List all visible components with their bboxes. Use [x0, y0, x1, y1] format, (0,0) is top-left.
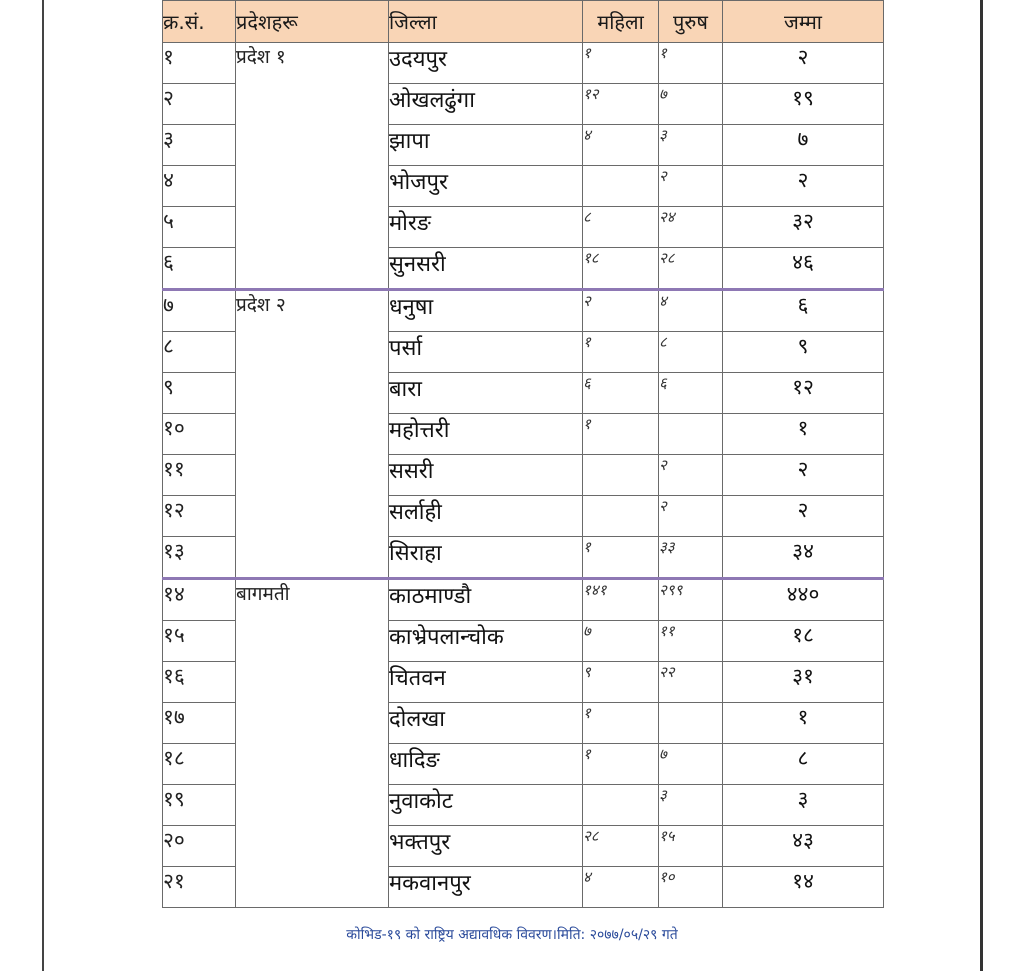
female-count-cell: [583, 496, 659, 537]
district-cell: पर्सा: [389, 332, 583, 373]
female-count-cell: १: [583, 744, 659, 785]
female-count-cell: २८: [583, 826, 659, 867]
serial-cell: १९: [163, 785, 236, 826]
serial-cell: ११: [163, 455, 236, 496]
district-cell: भक्तपुर: [389, 826, 583, 867]
male-count-cell: २४: [659, 207, 723, 248]
male-count-cell: २: [659, 455, 723, 496]
header-serial: क्र.सं.: [163, 1, 236, 43]
total-count-cell: २: [723, 43, 884, 84]
female-count-cell: १४१: [583, 579, 659, 621]
male-count-cell: [659, 414, 723, 455]
serial-cell: १: [163, 43, 236, 84]
header-female: महिला: [583, 1, 659, 43]
male-count-cell: ६: [659, 373, 723, 414]
province-cell: प्रदेश १: [236, 43, 389, 290]
male-count-cell: [659, 703, 723, 744]
total-count-cell: २: [723, 166, 884, 207]
male-count-cell: २: [659, 166, 723, 207]
district-cell: काभ्रेपलान्चोक: [389, 621, 583, 662]
serial-cell: ३: [163, 125, 236, 166]
table-body: [163, 43, 884, 908]
serial-cell: ८: [163, 332, 236, 373]
district-cell: ससरी: [389, 455, 583, 496]
male-count-cell: ३: [659, 125, 723, 166]
female-count-cell: ८: [583, 207, 659, 248]
male-count-cell: १०: [659, 867, 723, 908]
male-count-cell: १५: [659, 826, 723, 867]
female-count-cell: १२: [583, 84, 659, 125]
male-count-cell: ७: [659, 744, 723, 785]
district-cases-table: [162, 0, 884, 908]
header-district: जिल्ला: [389, 1, 583, 43]
serial-cell: २१: [163, 867, 236, 908]
serial-cell: ७: [163, 290, 236, 332]
total-count-cell: ४६: [723, 248, 884, 290]
male-count-cell: ८: [659, 332, 723, 373]
serial-cell: १४: [163, 579, 236, 621]
serial-cell: ६: [163, 248, 236, 290]
table-header-row: [163, 1, 884, 43]
female-count-cell: १८: [583, 248, 659, 290]
female-count-cell: [583, 455, 659, 496]
district-cell: महोत्तरी: [389, 414, 583, 455]
district-cell: मकवानपुर: [389, 867, 583, 908]
female-count-cell: १: [583, 537, 659, 579]
district-cell: झापा: [389, 125, 583, 166]
total-count-cell: ४४०: [723, 579, 884, 621]
male-count-cell: २९९: [659, 579, 723, 621]
serial-cell: १६: [163, 662, 236, 703]
table-row: [163, 290, 884, 332]
serial-cell: २: [163, 84, 236, 125]
province-cell: प्रदेश २: [236, 290, 389, 579]
district-cell: नुवाकोट: [389, 785, 583, 826]
female-count-cell: १: [583, 703, 659, 744]
total-count-cell: ९: [723, 332, 884, 373]
total-count-cell: ३२: [723, 207, 884, 248]
table-row: [163, 43, 884, 84]
total-count-cell: ८: [723, 744, 884, 785]
total-count-cell: ६: [723, 290, 884, 332]
male-count-cell: २: [659, 496, 723, 537]
district-cell: भोजपुर: [389, 166, 583, 207]
district-cell: धादिङ: [389, 744, 583, 785]
total-count-cell: १८: [723, 621, 884, 662]
district-cell: सर्लाही: [389, 496, 583, 537]
district-cell: काठमाण्डौ: [389, 579, 583, 621]
header-total: जम्मा: [723, 1, 884, 43]
total-count-cell: १: [723, 703, 884, 744]
province-cell: बागमती: [236, 579, 389, 908]
total-count-cell: ३४: [723, 537, 884, 579]
serial-cell: १८: [163, 744, 236, 785]
district-cell: उदयपुर: [389, 43, 583, 84]
district-cell: दोलखा: [389, 703, 583, 744]
female-count-cell: ६: [583, 373, 659, 414]
district-cell: धनुषा: [389, 290, 583, 332]
district-cell: मोरङ: [389, 207, 583, 248]
page-border-left: [42, 0, 44, 971]
serial-cell: ४: [163, 166, 236, 207]
female-count-cell: १: [583, 43, 659, 84]
total-count-cell: २: [723, 496, 884, 537]
serial-cell: १२: [163, 496, 236, 537]
male-count-cell: २८: [659, 248, 723, 290]
table-row: [163, 579, 884, 621]
footer-note-text: कोभिड-१९ को राष्ट्रिय अद्यावधिक विवरण।मिति: २०७७/०५/२९ गते: [346, 927, 678, 943]
male-count-cell: ४: [659, 290, 723, 332]
total-count-cell: १२: [723, 373, 884, 414]
district-cell: बारा: [389, 373, 583, 414]
district-cell: चितवन: [389, 662, 583, 703]
male-count-cell: १: [659, 43, 723, 84]
female-count-cell: [583, 785, 659, 826]
page-border-right: [980, 0, 983, 971]
total-count-cell: १: [723, 414, 884, 455]
total-count-cell: १९: [723, 84, 884, 125]
total-count-cell: ७: [723, 125, 884, 166]
header-male: पुरुष: [659, 1, 723, 43]
female-count-cell: [583, 166, 659, 207]
serial-cell: १७: [163, 703, 236, 744]
total-count-cell: १४: [723, 867, 884, 908]
total-count-cell: २: [723, 455, 884, 496]
header-province: प्रदेशहरू: [236, 1, 389, 43]
footer-note: [0, 925, 1024, 944]
total-count-cell: ३१: [723, 662, 884, 703]
male-count-cell: ७: [659, 84, 723, 125]
male-count-cell: ३: [659, 785, 723, 826]
female-count-cell: १: [583, 414, 659, 455]
male-count-cell: ३३: [659, 537, 723, 579]
female-count-cell: २: [583, 290, 659, 332]
total-count-cell: ४३: [723, 826, 884, 867]
male-count-cell: ११: [659, 621, 723, 662]
serial-cell: १०: [163, 414, 236, 455]
serial-cell: ९: [163, 373, 236, 414]
serial-cell: ५: [163, 207, 236, 248]
female-count-cell: ९: [583, 662, 659, 703]
male-count-cell: २२: [659, 662, 723, 703]
district-cell: ओखलढुंगा: [389, 84, 583, 125]
serial-cell: १३: [163, 537, 236, 579]
district-cell: सुनसरी: [389, 248, 583, 290]
serial-cell: १५: [163, 621, 236, 662]
serial-cell: २०: [163, 826, 236, 867]
female-count-cell: १: [583, 332, 659, 373]
total-count-cell: ३: [723, 785, 884, 826]
female-count-cell: ७: [583, 621, 659, 662]
female-count-cell: ४: [583, 125, 659, 166]
district-cell: सिराहा: [389, 537, 583, 579]
female-count-cell: ४: [583, 867, 659, 908]
